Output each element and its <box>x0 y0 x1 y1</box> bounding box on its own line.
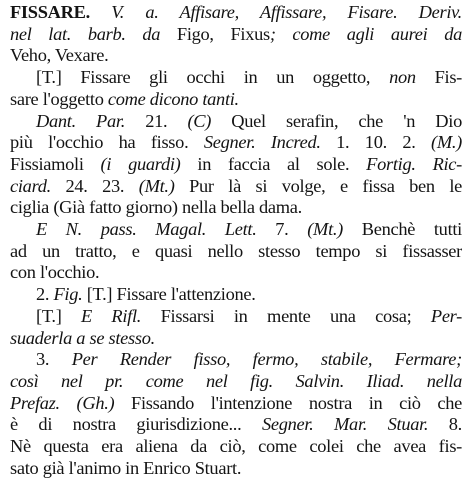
entry-line: Dant. Par. 21. (C) Quel serafin, che 'n Dio <box>36 110 462 131</box>
entry-line: ad un tratto, e quasi nello stesso tempo si fissasser <box>10 240 462 261</box>
entry-line: ciglia (Già fatto giorno) nella bella dama. <box>10 197 302 218</box>
entry-line: sare l'oggetto come dicono tanti. <box>10 88 239 109</box>
entry-line: E N. pass. Magal. Lett. 7. (Mt.) Benchè tutti <box>36 219 462 240</box>
entry-line: è di nostra giurisdizione... Segner. Mar. Stuar. 8. <box>10 414 462 435</box>
entry-line: [T.] Fissare gli occhi in un oggetto, non Fis- <box>36 67 462 88</box>
entry-line: suaderla a se stesso. <box>10 327 155 348</box>
entry-line: sato già l'animo in Enrico Stuart. <box>10 457 242 478</box>
entry-line: Nè questa era aliena da ciò, come colei che avea fis- <box>10 436 462 457</box>
entry-line: più l'occhio ha fisso. Segner. Incred. 1. 10. 2. (M.) <box>10 132 462 153</box>
entry-line: [T.] E Rifl. Fissarsi in mente una cosa; Per- <box>36 305 462 326</box>
entry-line: così nel pr. come nel fig. Salvin. Iliad. nella <box>10 370 462 391</box>
entry-line: 2. Fig. [T.] Fissare l'attenzione. <box>36 284 256 305</box>
entry-line: Prefaz. (Gh.) Fissando l'intenzione nostra in ciò che <box>10 392 462 413</box>
entry-line: Veho, Vexare. <box>10 45 109 66</box>
entry-line: con l'occhio. <box>10 262 100 283</box>
entry-line: Fissiamoli (i guardi) in faccia al sole. Fortig. Ric- <box>10 153 462 174</box>
entry-line: 3. Per Render fisso, fermo, stabile, Fermare; <box>36 349 462 370</box>
entry-line: nel lat. barb. da Figo, Fixus; come agli aurei da <box>10 23 462 44</box>
entry-line: ciard. 24. 23. (Mt.) Pur là si volge, e fissa ben le <box>10 175 462 196</box>
entry-line: FISSARE. V. a. Affisare, Affissare, Fisare. Deriv. <box>10 2 462 22</box>
